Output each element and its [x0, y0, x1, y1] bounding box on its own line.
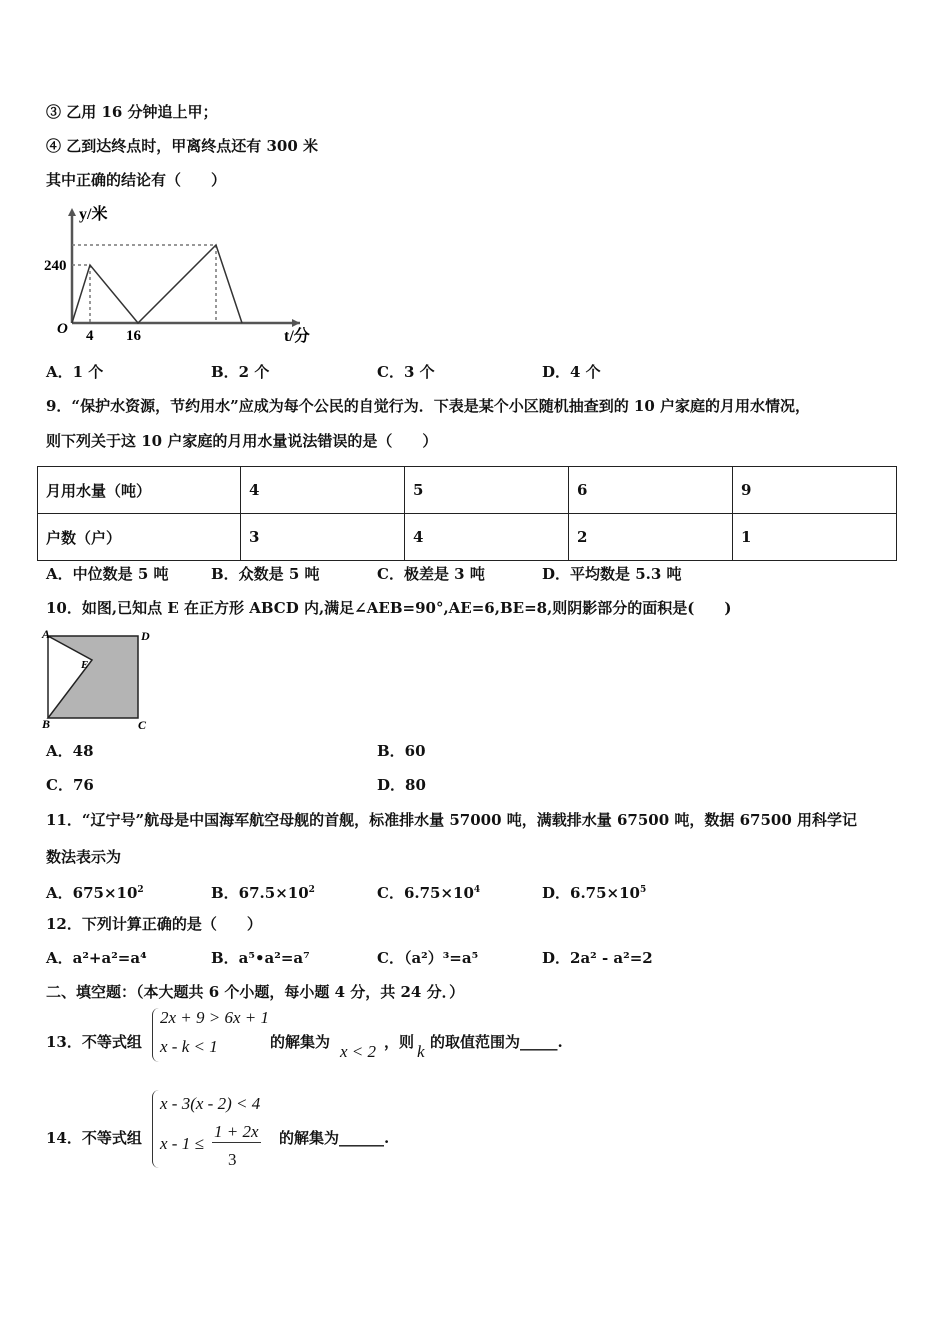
q9-option-c: C．极差是 3 吨 [377, 565, 485, 583]
table-row [38, 467, 897, 514]
table-cell: 3 [241, 514, 405, 561]
q14-label: 14．不等式组 [46, 1129, 142, 1147]
graph-ylabel: y/米 [79, 206, 108, 223]
q10-option-c: C．76 [46, 776, 94, 794]
q9-option-d: D．平均数是 5.3 吨 [542, 565, 682, 583]
table-cell: 2 [569, 514, 733, 561]
q13-cond: x < 2 [340, 1042, 377, 1061]
table-cell: 月用水量（吨） [38, 467, 241, 514]
q9-option-b: B．众数是 5 吨 [211, 565, 320, 583]
q13-brace [152, 1008, 159, 1062]
q12-stem: 12．下列计算正确的是（ ） [46, 915, 262, 933]
q9-option-a: A．中位数是 5 吨 [46, 565, 169, 583]
q13-tail: 的取值范围为_____. [430, 1033, 563, 1051]
q8-option-d: D．4 个 [542, 363, 601, 381]
q8-stem: 其中正确的结论有（ ） [46, 171, 227, 189]
graph-origin: O [57, 321, 68, 337]
q14-denominator: 3 [228, 1150, 237, 1169]
q13-then: ，则 [384, 1033, 415, 1051]
table-cell: 4 [241, 467, 405, 514]
graph-xlabel: t/分 [284, 328, 310, 345]
q12-option-c: C．（a²）³=a⁵ [377, 949, 479, 967]
table-cell: 9 [733, 467, 897, 514]
q10-option-d: D．80 [377, 776, 426, 794]
q9-line2: 则下列关于这 10 户家庭的月用水量说法错误的是（ ） [46, 432, 438, 450]
q11-option-c: C．$6.75\times 10^4$ [377, 884, 481, 902]
q13-k: k [417, 1042, 425, 1061]
q11-option-d: D．$6.75\times 10^5$ [542, 884, 647, 902]
q10-option-b: B．60 [377, 742, 426, 760]
table-cell: 4 [405, 514, 569, 561]
q12-option-b: B．a⁵•a²=a⁷ [211, 949, 310, 967]
water-usage-table [37, 466, 897, 561]
svg-text:E: E [81, 659, 89, 671]
q11-line2: 数法表示为 [46, 848, 122, 866]
q13-label: 13．不等式组 [46, 1033, 142, 1051]
table-cell: 1 [733, 514, 897, 561]
svg-text:B: B [42, 717, 51, 731]
q13-eq2: x - k < 1 [160, 1037, 218, 1056]
table-cell: 户数（户） [38, 514, 241, 561]
q11-option-b: B．$67.5\times 10^2$ [211, 884, 315, 902]
section-2-heading: 二、填空题：（本大题共 6 个小题，每小题 4 分，共 24 分．） [46, 983, 465, 1001]
q8-item3: ③ 乙用 16 分钟追上甲； [46, 103, 218, 121]
q14-numerator: 1 + 2x [214, 1122, 259, 1141]
table-cell: 5 [405, 467, 569, 514]
q10-square-figure [0, 620, 170, 740]
svg-text:D: D [141, 629, 150, 643]
q11-option-a: A．$675\times 10^2$ [46, 884, 144, 902]
q8-item4: ④ 乙到达终点时，甲离终点还有 300 米 [46, 137, 318, 155]
svg-text:C: C [138, 718, 147, 732]
q8-option-a: A．1 个 [46, 363, 104, 381]
q8-graph [0, 0, 340, 350]
q10-option-a: A．48 [46, 742, 94, 760]
q10-stem: 10．如图,已知点 E 在正方形 ABCD 内,满足∠AEB=90°,AE=6,BE=8,则阴影部分的面积是( ) [46, 599, 732, 617]
q14-eq1: x - 3(x - 2) < 4 [160, 1094, 261, 1113]
q11-line1: 11．“辽宁号”航母是中国海军航空母舰的首舰，标准排水量 57000 吨，满载排水量 67500 吨，数据 67500 用科学记 [46, 811, 858, 829]
q14-eq2: x - 1 ≤ [160, 1134, 204, 1153]
table-cell: 6 [569, 467, 733, 514]
q13-eq1: 2x + 9 > 6x + 1 [160, 1008, 270, 1027]
q8-option-c: C．3 个 [377, 363, 435, 381]
q8-option-b: B．2 个 [211, 363, 270, 381]
q12-option-a: A．a²+a²=a⁴ [46, 949, 147, 967]
q12-option-d: D．2a² - a²=2 [542, 949, 653, 967]
graph-xtick-16: 16 [126, 328, 141, 344]
svg-text:A: A [42, 627, 51, 641]
q9-line1: 9．“保护水资源，节约用水”应成为每个公民的自觉行为．下表是某个小区随机抽查到的 10 户家庭的月用水情况， [46, 397, 811, 415]
table-row [38, 514, 897, 561]
q14-tail: 的解集为______. [279, 1129, 390, 1147]
q13-mid: 的解集为 [270, 1033, 331, 1051]
graph-ytick: 240 [44, 258, 67, 274]
q14-brace [152, 1090, 159, 1168]
graph-xtick-4: 4 [86, 328, 94, 344]
